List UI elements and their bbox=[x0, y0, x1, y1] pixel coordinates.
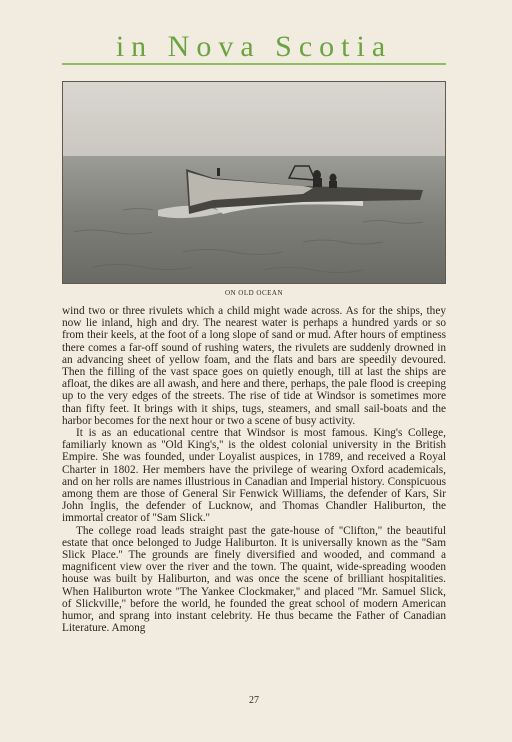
motorboat-illustration bbox=[63, 82, 445, 283]
body-paragraph: wind two or three rivulets which a child might wade across. As for the ships, they now lie inland, high and dry. The nearest water is perhaps a hundred yards or so from their keels, at the foot of a long slope of sand or mud. After hours of emptiness there comes a far-off sound of rushing waters, the rivulets are suddenly drowned in an advancing sheet of yellow foam, and the flats and bars are speedily devoured. Then the filling of the vast space goes on quietly enough, till at last the ships are afloat, the dikes are all awash, and here and there, perhaps, the pale flood is creeping up to the very edges of the streets. The rise of tide at Windsor is sometimes more than fifty feet. It brings with it ships, tugs, steamers, and small sail-boats and the harbor becomes for the next hour or two a scene of busy activity. bbox=[62, 305, 446, 427]
page-number: 27 bbox=[249, 695, 259, 706]
running-header: in Nova Scotia bbox=[115, 30, 393, 63]
article-body bbox=[62, 305, 446, 634]
photo-caption: ON OLD OCEAN bbox=[224, 289, 284, 297]
body-paragraph: The college road leads straight past the gate-house of ''Clifton,'' the beautiful estate that once belonged to Judge Haliburton. It is universally known as the ''Sam Slick Place.'' The grounds are finely diversified and wooded, and command a magnificent view over the river and the town. The quaint, wide-spreading wooden house was built by Haliburton, and was once the scene of brilliant hospitalities. When Haliburton wrote ''The Yankee Clockmaker,'' and placed ''Mr. Samuel Slick, of Slickville,'' before the world, he founded the great school of modern American humor, and sprang into instant celebrity. He thus became the Father of Canadian Literature. Among bbox=[62, 524, 446, 635]
body-paragraph: It is as an educational centre that Windsor is most famous. King's College, familiarly known as ''Old King's,'' is the oldest colonial university in the British Empire. She was founded, under Loyalist auspices, in 1789, and received a Royal Charter in 1802. Her members have the privilege of wearing Oxford academicals, and on her rolls are names illustrious in Canadian and Imperial history. Conspicuous among them are those of General Sir Fenwick Williams, the defender of Kars, Sir John Inglis, the defender of Lucknow, and Thomas Chandler Haliburton, the immortal creator of ''Sam Slick.'' bbox=[62, 427, 446, 525]
header-rule bbox=[62, 63, 446, 65]
motorboat-photograph bbox=[62, 81, 446, 284]
